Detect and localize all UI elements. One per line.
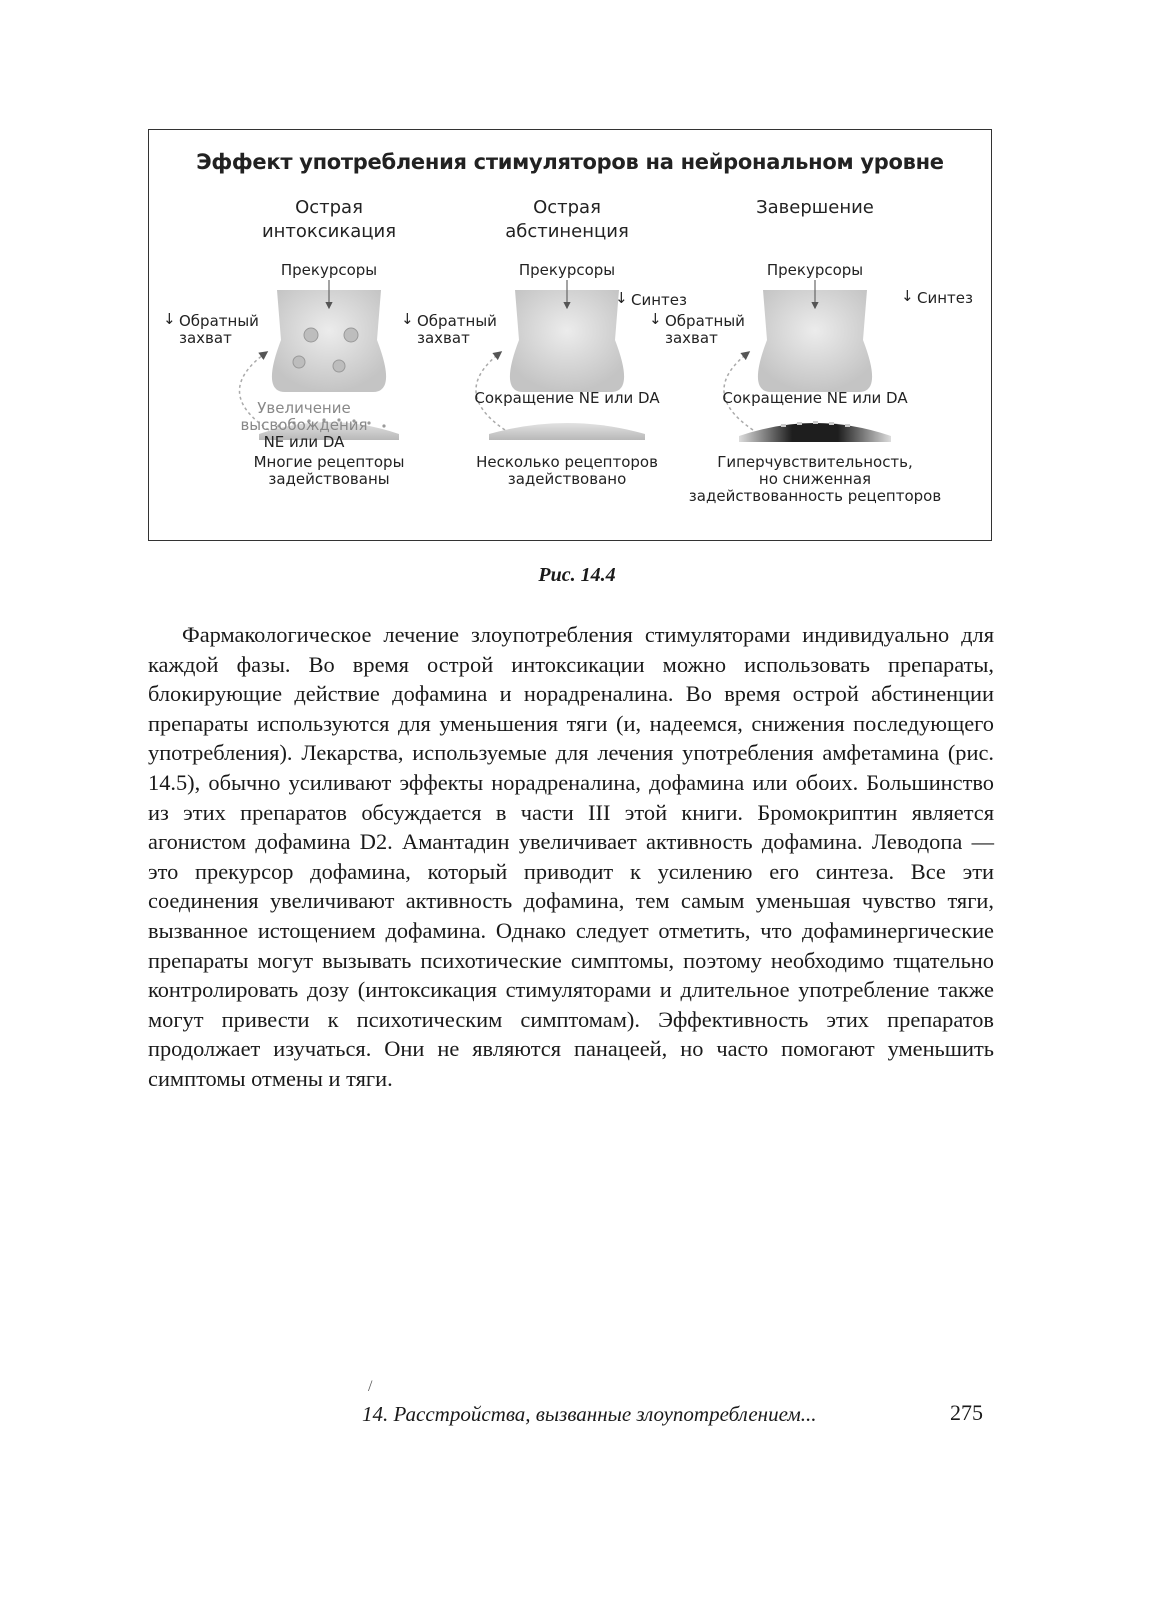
- down-arrow-icon: ↓: [901, 287, 914, 305]
- down-arrow-icon: ↓: [615, 289, 628, 307]
- down-arrow-icon: ↓: [163, 310, 176, 328]
- precursors-label: Прекурсоры: [280, 261, 378, 279]
- reuptake-label: Обратный захват: [179, 312, 259, 347]
- reuptake-label: Обратный захват: [665, 312, 745, 347]
- synthesis-label: Синтез: [917, 289, 973, 307]
- release-label: Сокращение NE или DA: [474, 389, 660, 407]
- figure-caption: Рис. 14.4: [538, 564, 616, 586]
- body-paragraph: Фармакологическое лечение злоупотребления стимуляторами индивидуально для каждой фазы. Во время острой интоксикации можно использовать препараты, блокирующие действие дофамина и норадреналина. Во время острой абстиненции препараты используются для уменьшения тяги (и, надеемся, снижения последующего употребления). Лекарства, используемые для лечения употребления амфетамина (рис. 14.5), обычно усиливают эффекты норадреналина, дофамина или обоих. Большинство из этих препаратов обсуждается в части III этой книги. Бромокриптин является агонистом дофамина D2. Амантадин увеличивает активность дофамина. Леводопа — это прекурсор дофамина, который приводит к усилению его синтеза. Все эти соединения увеличивают активность дофамина, тем самым уменьшая чувство тяги, вызванное истощением дофамина. Однако следует отметить, что дофаминергические препараты могут вызывать психотические симптомы, поэтому необходимо тщательно контролировать дозу (интоксикация стимуляторами и длительное употребление также могут привести к психотическим симптомам). Эффективность этих препаратов продолжает изучаться. Они не являются панацеей, но часто помогают уменьшить симптомы отмены и тяги.: [148, 622, 994, 1091]
- release-strong-label: NE или DA: [263, 433, 345, 451]
- terminal-completion: [724, 280, 891, 442]
- phase-label-acute-intoxication: Острая интоксикация: [261, 197, 397, 242]
- release-label: Сокращение NE или DA: [722, 389, 908, 407]
- phase-label-acute-withdrawal: Острая абстиненция: [505, 197, 629, 242]
- page-number: 275: [950, 1400, 983, 1425]
- footer-mark: /: [368, 1378, 373, 1395]
- release-label: Увеличение высвобождения: [240, 399, 368, 434]
- phase-label-completion: Завершение: [756, 197, 874, 218]
- receptors-label: Гиперчувствительность, но сниженная задействованность рецепторов: [688, 453, 942, 505]
- down-arrow-icon: ↓: [649, 310, 662, 328]
- down-arrow-icon: ↓: [401, 310, 414, 328]
- running-title: 14. Расстройства, вызванные злоупотреблением...: [362, 1402, 817, 1426]
- precursors-label: Прекурсоры: [518, 261, 616, 279]
- reuptake-label: Обратный захват: [417, 312, 497, 347]
- receptors-label: Многие рецепторы задействованы: [253, 453, 405, 488]
- figure-panel: [148, 129, 992, 541]
- figure-title: Эффект употребления стимуляторов на нейрональном уровне: [196, 150, 944, 174]
- precursors-label: Прекурсоры: [766, 261, 864, 279]
- receptors-label: Несколько рецепторов задействовано: [476, 453, 658, 488]
- synthesis-label: Синтез: [631, 291, 687, 309]
